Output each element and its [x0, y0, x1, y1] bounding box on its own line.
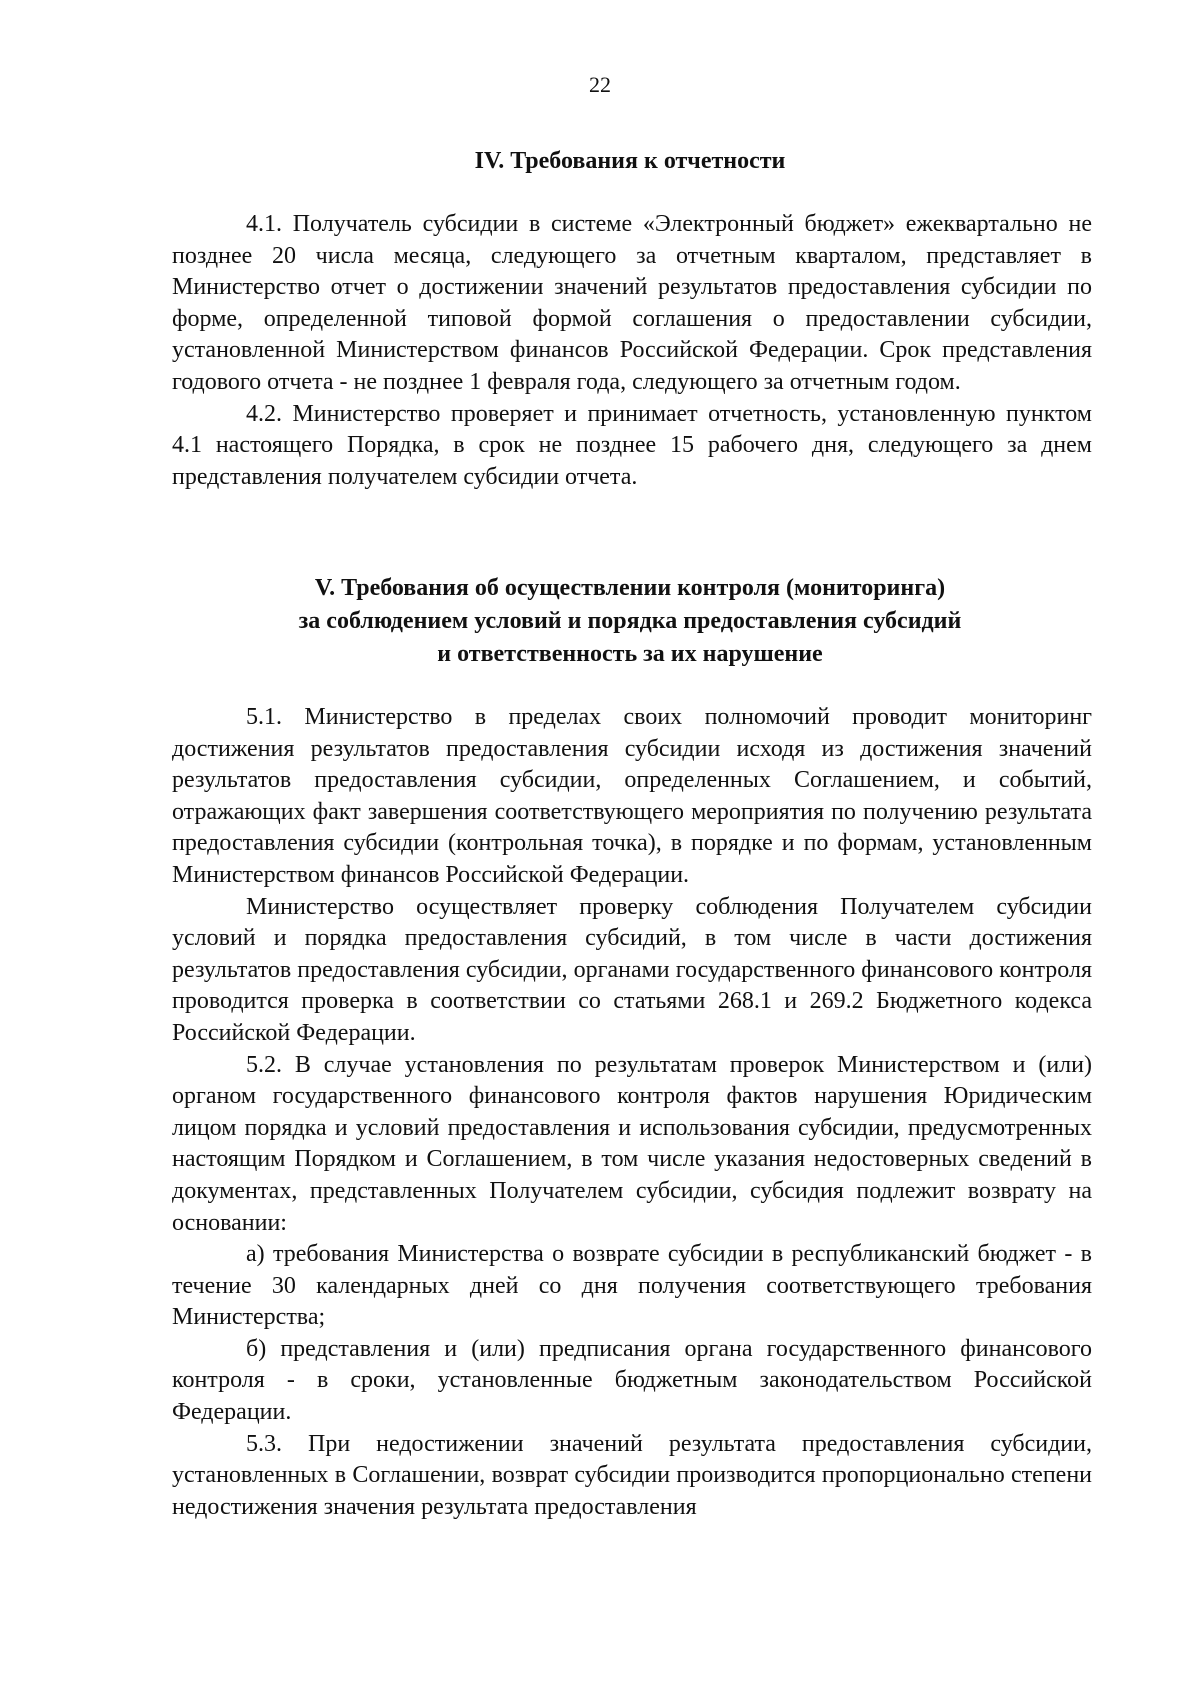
section-5-heading-line: V. Требования об осуществлении контроля (мониторинга) [314, 575, 946, 601]
paragraph-4-2: 4.2. Министерство проверяет и принимает отчетность, установленную пунктом 4.1 настоящего Порядка, в срок не позднее 15 рабочего дня, следующего за днем представления получателем субсидии отчета. [172, 400, 1092, 490]
section-5-body [172, 702, 1092, 1523]
section-4-body [172, 209, 1092, 493]
paragraph-5-2-a: а) требования Министерства о возврате субсидии в республиканский бюджет - в течение 30 календарных дней со дня получения соответствующего требования Министерства; [172, 1241, 1092, 1331]
paragraph-5-2: 5.2. В случае установления по результатам проверок Министерством и (или) органом государственного финансового контроля фактов нарушения Юридическим лицом порядка и условий предоставления и использования субсидии, предусмотренных настоящим Порядком и Соглашением, в том числе указания недостоверных сведений в документах, представленных Получателем субсидии, субсидия подлежит возврату на основании: [172, 1051, 1092, 1236]
paragraph-5-3: 5.3. При недостижении значений результата предоставления субсидии, установленных в Соглашении, возврат субсидии производится пропорционально степени недостижения значения результата предоставления [172, 1430, 1092, 1520]
page-number: 22 [589, 72, 611, 97]
section-4-heading: IV. Требования к отчетности [474, 148, 786, 174]
paragraph-5-2-b: б) представления и (или) предписания органа государственного финансового контроля - в сроки, установленные бюджетным законодательством Российской Федерации. [172, 1335, 1092, 1426]
paragraph-5-1: 5.1. Министерство в пределах своих полномочий проводит мониторинг достижения результатов предоставления субсидии исходя из достижения значений результатов предоставления субсидии, определенных Соглашением, и событий, отражающих факт завершения соответствующего мероприятия по получению результата предоставления субсидии (контрольная точка), в порядке и по формам, установленным Министерством финансов Российской Федерации. [172, 704, 1092, 888]
section-5-heading [170, 572, 1090, 671]
paragraph-5-1-control: Министерство осуществляет проверку соблюдения Получателем субсидии условий и порядка предоставления субсидий, в том числе в части достижения результатов предоставления субсидии, органами государственного финансового контроля проводится проверка в соответствии со статьями 268.1 и 269.2 Бюджетного кодекса Российской Федерации. [172, 893, 1092, 1046]
section-5-heading-line: за соблюдением условий и порядка предоставления субсидий [298, 608, 962, 634]
section-5-heading-line: и ответственность за их нарушение [437, 641, 823, 667]
paragraph-4-1: 4.1. Получатель субсидии в системе «Электронный бюджет» ежеквартально не позднее 20 числа месяца, следующего за отчетным кварталом, представляет в Министерство отчет о достижении значений результатов предоставления субсидии по форме, определенной типовой формой соглашения о предоставлении субсидии, установленной Министерством финансов Российской Федерации. Срок представления годового отчета - не позднее 1 февраля года, следующего за отчетным годом. [172, 211, 1092, 395]
